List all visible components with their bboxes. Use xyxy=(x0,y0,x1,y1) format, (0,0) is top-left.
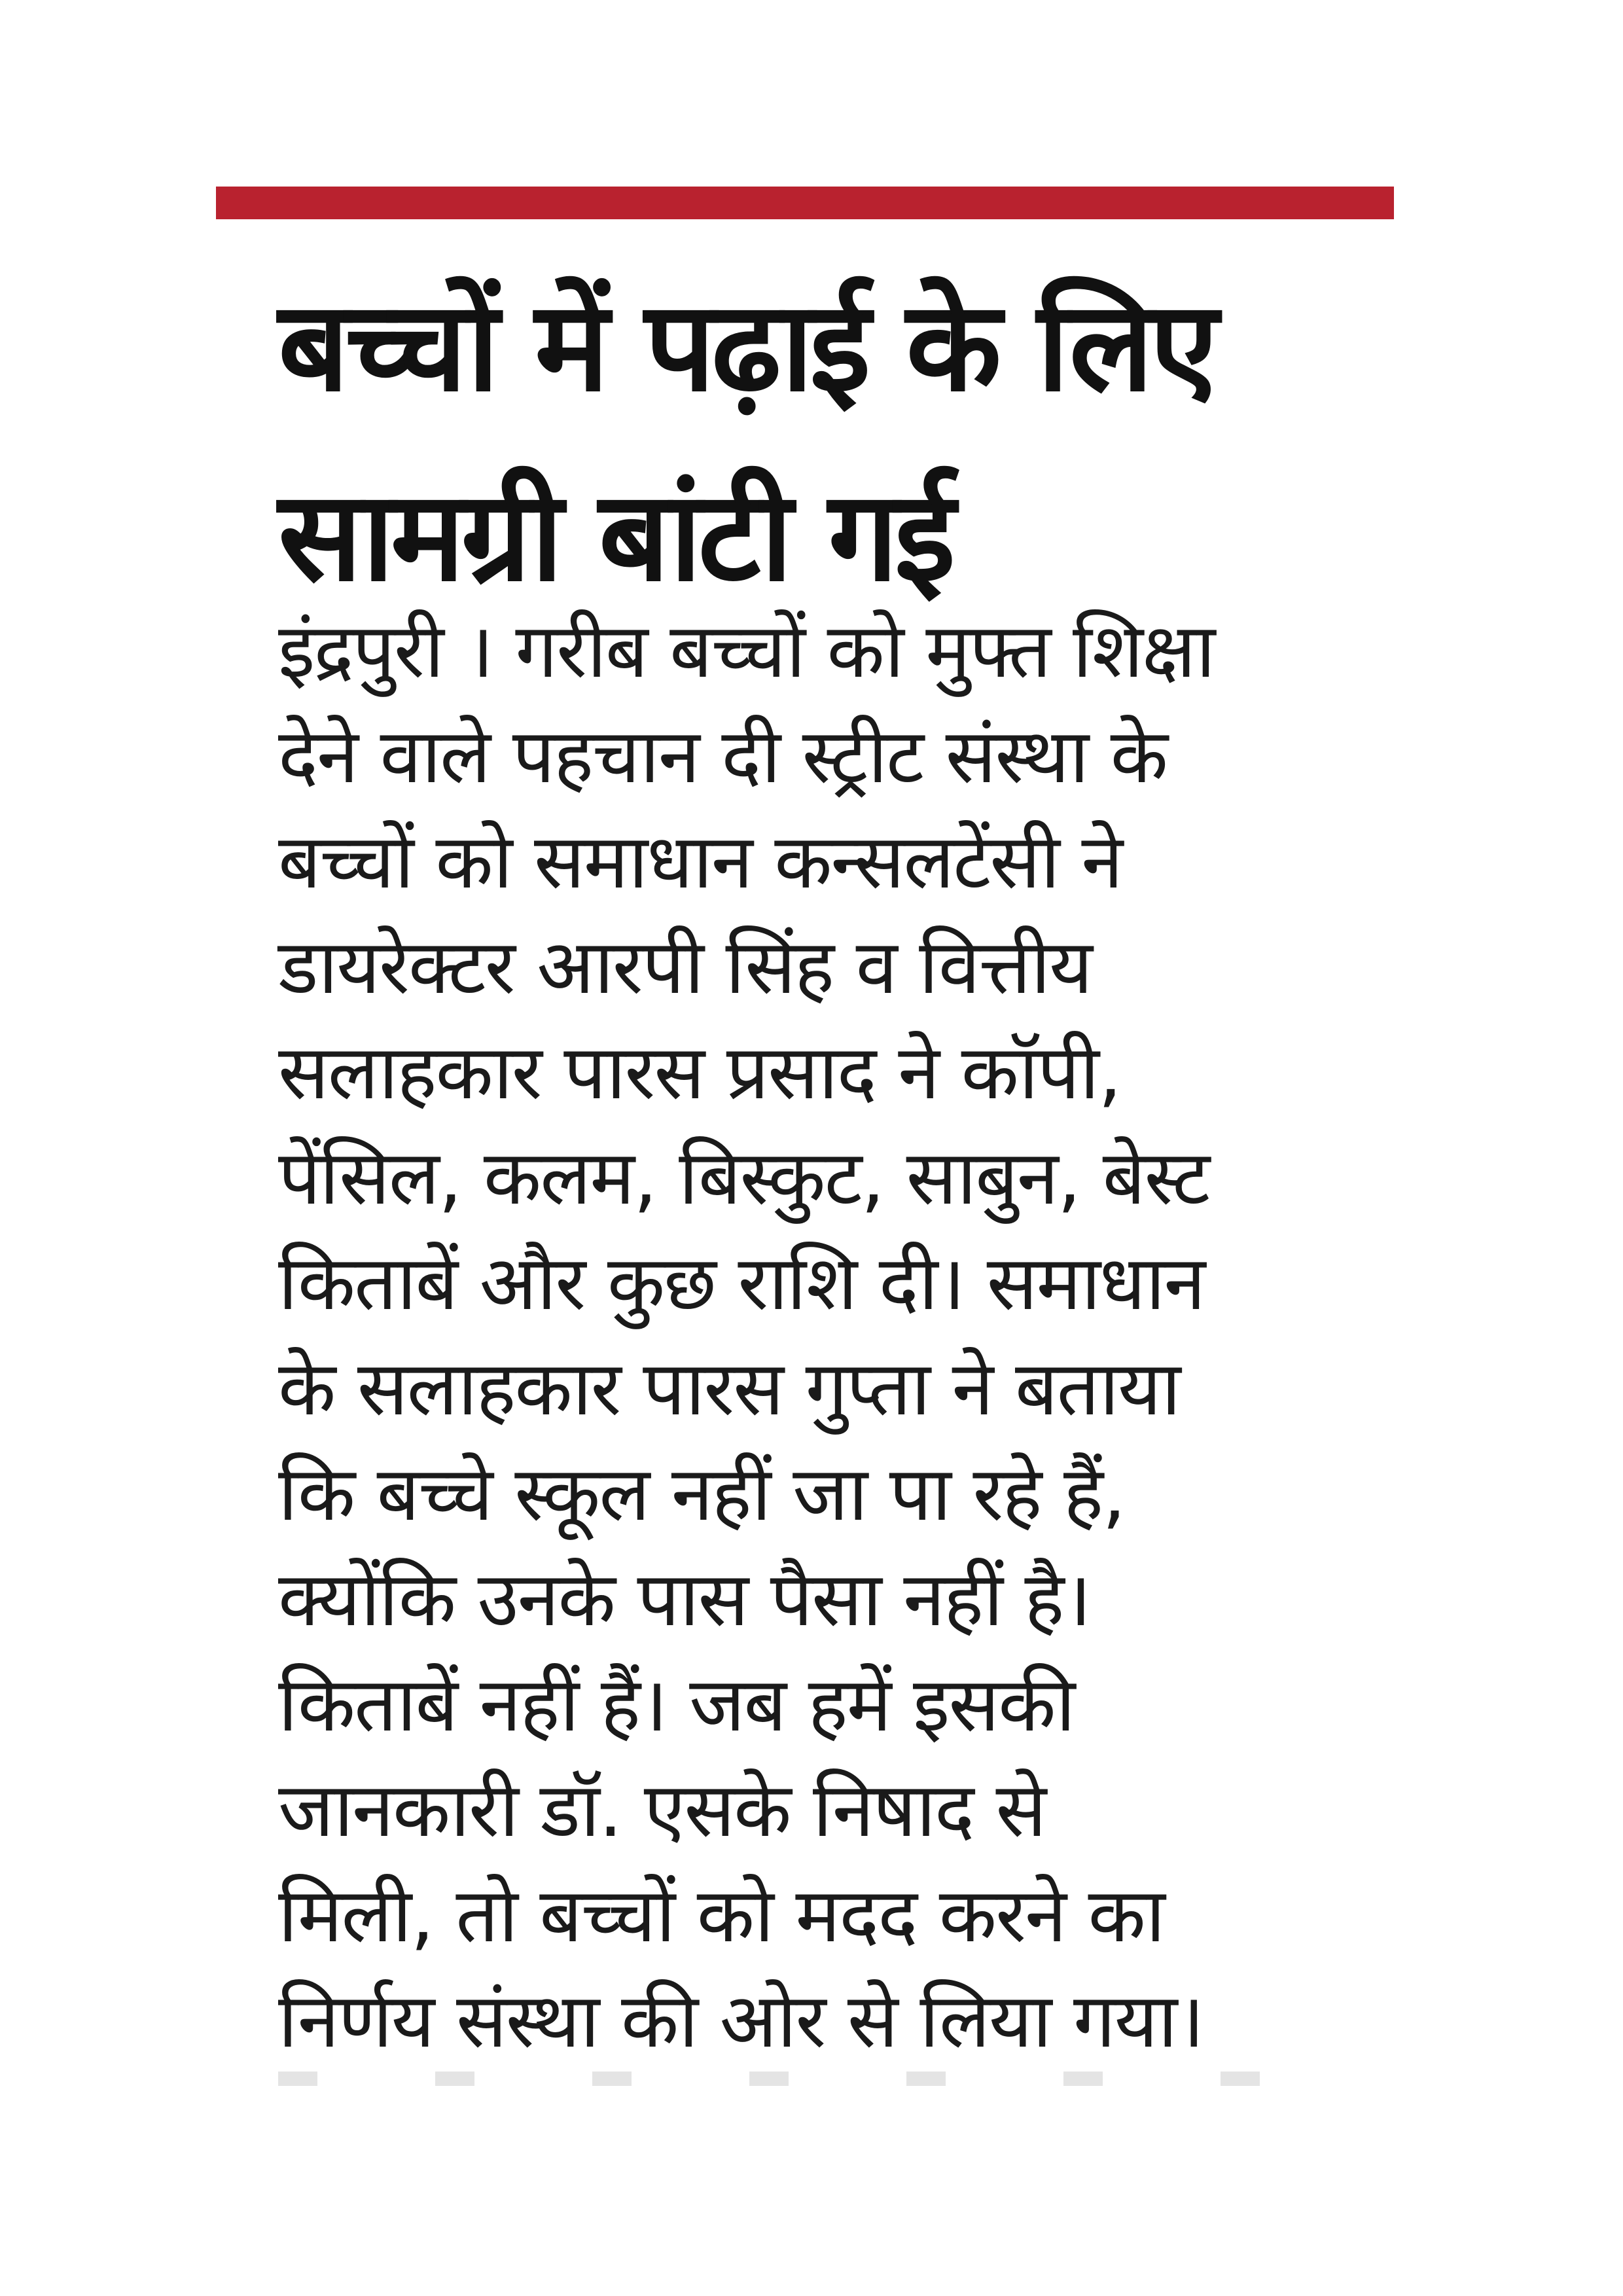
body-line: डायरेक्टर आरपी सिंह व वित्तीय xyxy=(278,924,1092,1011)
body-line: क्योंकि उनके पास पैसा नहीं है। xyxy=(278,1556,1091,1643)
article-body xyxy=(278,599,1391,2074)
body-line: इंद्रपुरी । गरीब बच्चों को मुफ्त शिक्षा xyxy=(278,607,1215,695)
body-line: बच्चों को समाधान कन्सलटेंसी ने xyxy=(278,818,1122,906)
body-line: सलाहकार पारस प्रसाद ने कॉपी, xyxy=(278,1029,1121,1117)
body-line: किताबें नहीं हैं। जब हमें इसकी xyxy=(278,1661,1075,1749)
news-clipping xyxy=(216,187,1394,2098)
body-line: जानकारी डॉ. एसके निषाद से xyxy=(278,1767,1046,1854)
body-line: के सलाहकार पारस गुप्ता ने बताया xyxy=(278,1345,1180,1433)
body-line: देने वाले पहचान दी स्ट्रीट संस्था के xyxy=(278,713,1167,800)
body-line: किताबें और कुछ राशि दी। समाधान xyxy=(278,1240,1205,1327)
accent-rule xyxy=(216,187,1394,219)
body-line: निर्णय संस्था की ओर से लिया गया। xyxy=(278,1977,1204,2065)
body-line: पेंसिल, कलम, बिस्कुट, साबुन, बेस्ट xyxy=(278,1134,1209,1222)
body-line: कि बच्चे स्कूल नहीं जा पा रहे हैं, xyxy=(278,1450,1125,1538)
body-line: मिली, तो बच्चों को मदद करने का xyxy=(278,1872,1164,1960)
cut-off-text-remnant xyxy=(278,2072,1325,2086)
headline: बच्चों में पढ़ाई के लिए सामग्री बांटी गई xyxy=(278,274,1215,609)
